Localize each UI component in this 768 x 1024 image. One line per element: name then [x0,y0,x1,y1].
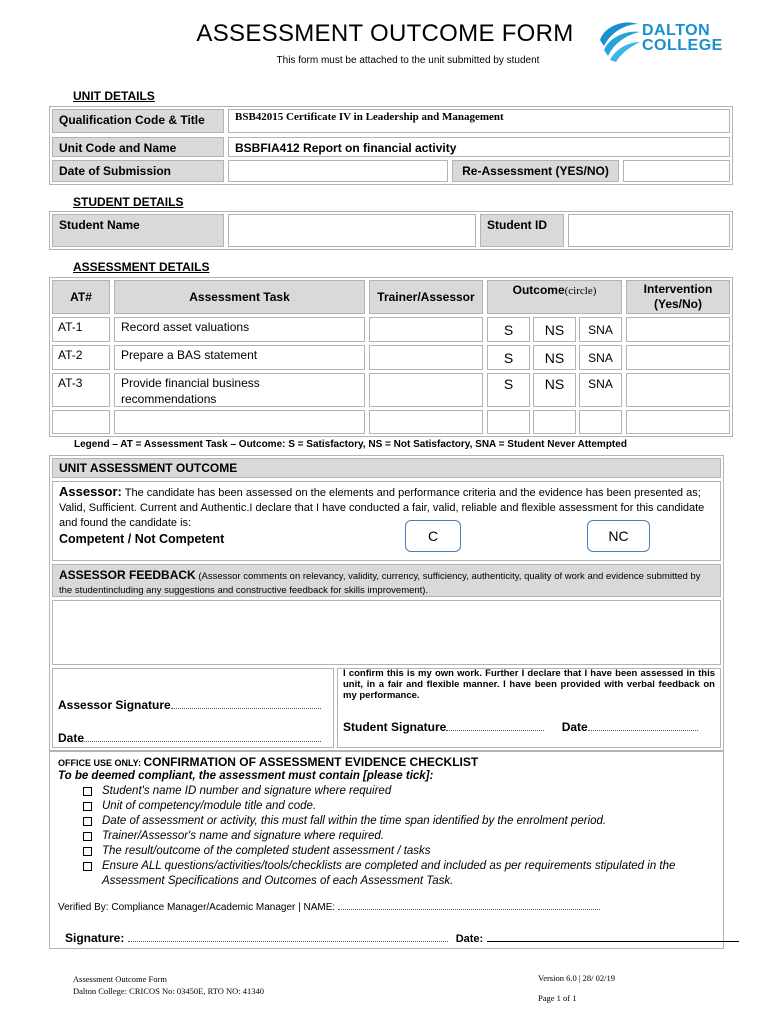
footer-form-name: Assessment Outcome Form [73,974,167,984]
trainer-cell[interactable] [369,410,483,434]
outcome-ns[interactable]: NS [533,373,576,407]
assessor-feedback-heading: ASSESSOR FEEDBACK [59,568,196,582]
outcome-sna[interactable]: SNA [579,373,622,407]
office-use-heading [58,753,478,771]
checklist-item-label: Trainer/Assessor's name and signature where required. [102,830,384,842]
office-use-prefix: OFFICE USE ONLY: [58,758,144,768]
checklist-item-label: Student's name ID number and signature where required [102,785,392,797]
student-id-field[interactable] [568,214,730,247]
outcome-sna[interactable]: SNA [579,345,622,370]
intervention-cell[interactable] [626,345,730,370]
office-signature [65,931,739,945]
office-date-line[interactable] [487,941,739,942]
checklist-item[interactable] [83,799,713,814]
student-name-field[interactable] [228,214,476,247]
assessor-signature-line[interactable] [171,708,321,709]
checkbox[interactable] [83,817,92,826]
intervention-cell[interactable] [626,317,730,342]
task-cell: Prepare a BAS statement [114,345,365,370]
task-cell[interactable] [114,410,365,434]
outcome-ns[interactable] [533,410,576,434]
checklist-item-label: Ensure ALL questions/activities/tools/checklists are completed and included as per requirements stipulated in the Assessment Specifications and Outcomes of each Assessment Task. [102,860,676,887]
legend: Legend – AT = Assessment Task – Outcome: S = Satisfactory, NS = Not Satisfactory, SNA = Student Never Attempted [74,439,627,450]
checklist-item-label: Unit of competency/module title and code. [102,800,317,812]
task-cell: Record asset valuations [114,317,365,342]
qualification-value: BSB42015 Certificate IV in Leadership and Management [228,109,730,133]
assessor-label: Assessor: [59,484,122,499]
assessor-date-line[interactable] [84,741,321,742]
student-declaration: I confirm this is my own work. Further I declare that I have been assessed in this unit, in a fair and flexible manner. I have been provided with verbal feedback on my performance. [343,668,715,701]
assessor-feedback-note: (Assessor comments on relevancy, validity, currency, sufficiency, authenticity, quality of work and evidence submitted by the studentincluding any suggestions and constructive feedback for skills improvement). [59,571,701,596]
assessor-text: The candidate has been assessed on the elements and performance criteria and the evidence has been presented as; Valid, Sufficient. Current and Authentic.I declare that I have conducted a fair, valid, reliable and flexible assessment for this candidate and found the candidate is: [59,487,705,529]
assessor-signature-text: Assessor Signature [58,698,171,712]
assessor-date-text: Date [58,731,85,745]
unit-assessment-outcome-heading: UNIT ASSESSMENT OUTCOME [52,458,721,478]
col-header-trainer: Trainer/Assessor [369,280,483,314]
student-name-label: Student Name [52,214,224,247]
checkbox[interactable] [83,862,92,871]
student-details-heading: STUDENT DETAILS [73,195,184,209]
assessor-feedback-header [52,564,721,597]
unit-code-label: Unit Code and Name [52,137,224,157]
outcome-s[interactable]: S [487,373,530,407]
checklist-intro: To be deemed compliant, the assessment must contain [please tick]: [58,770,434,782]
verified-by [58,902,600,913]
logo-line-1: DALTON [642,22,711,39]
assessment-details-heading: ASSESSMENT DETAILS [73,260,210,274]
outcome-ns[interactable]: NS [533,345,576,370]
checklist-item[interactable] [83,814,713,829]
intervention-cell[interactable] [626,410,730,434]
unit-code-value: BSBFIA412 Report on financial activity [228,137,730,157]
outcome-s[interactable]: S [487,317,530,342]
at-cell: AT-1 [52,317,110,342]
at-cell: AT-3 [52,373,110,407]
logo-line-2: COLLEGE [642,37,723,54]
outcome-sna[interactable]: SNA [579,317,622,342]
assessor-date-label [58,731,321,745]
checklist-item[interactable] [83,859,713,889]
checklist-item[interactable] [83,844,713,859]
date-submission-field[interactable] [228,160,448,182]
footer-version: Version 6.0 | 28/ 02/19 [538,973,616,983]
verified-name-line[interactable] [338,909,600,910]
college-logo [598,18,728,68]
competent-button[interactable]: C [405,520,461,552]
at-cell: AT-2 [52,345,110,370]
checklist-item[interactable] [83,829,713,844]
verified-by-text: Verified By: Compliance Manager/Academic Manager | NAME: [58,902,338,913]
assessor-feedback-field[interactable] [52,600,721,665]
office-signature-text: Signature: [65,931,125,945]
checkbox[interactable] [83,847,92,856]
assessor-signature-label [58,698,321,712]
footer-left [73,973,264,997]
trainer-cell[interactable] [369,345,483,370]
page-subtitle: This form must be attached to the unit submitted by student [276,55,540,66]
student-signature-label [343,720,698,734]
student-date-text: Date [561,720,588,734]
trainer-cell[interactable] [369,317,483,342]
unit-details-heading: UNIT DETAILS [73,89,155,103]
task-cell: Provide financial business recommendations [114,373,365,407]
outcome-header-label: Outcome [512,283,565,297]
checkbox[interactable] [83,787,92,796]
reassessment-field[interactable] [623,160,730,182]
col-header-intervention: Intervention (Yes/No) [626,280,730,314]
student-signature-line[interactable] [446,730,544,731]
checkbox[interactable] [83,802,92,811]
checklist [83,784,713,889]
office-use-title: CONFIRMATION OF ASSESSMENT EVIDENCE CHECKLIST [143,755,479,769]
checklist-item-label: The result/outcome of the completed student assessment / tasks [102,845,431,857]
outcome-s[interactable] [487,410,530,434]
outcome-header-note: (circle) [564,285,597,297]
logo-text [642,23,723,53]
outcome-ns[interactable]: NS [533,317,576,342]
col-header-at: AT# [52,280,110,314]
not-competent-button[interactable]: NC [587,520,650,552]
col-header-task: Assessment Task [114,280,365,314]
date-submission-label: Date of Submission [52,160,224,182]
outcome-s[interactable]: S [487,345,530,370]
trainer-cell[interactable] [369,373,483,407]
student-id-label: Student ID [480,214,564,247]
checkbox[interactable] [83,832,92,841]
office-date-text: Date: [455,933,484,945]
intervention-cell[interactable] [626,373,730,407]
logo-wave-icon [598,18,642,64]
footer-page: Page 1 of 1 [538,993,577,1003]
checklist-item-label: Date of assessment or activity, this must fall within the time span identified by the enrolment period. [102,815,607,827]
checklist-item[interactable] [83,784,713,799]
reassessment-label: Re-Assessment (YES/NO) [452,160,619,182]
outcome-sna[interactable] [579,410,622,434]
col-header-outcome [487,280,622,314]
footer-cricos: Dalton College: CRICOS No: 03450E, RTO NO: 41340 [73,986,265,996]
student-date-line[interactable] [588,730,698,731]
page-title: ASSESSMENT OUTCOME FORM [196,20,574,47]
competent-text: Competent / Not Competent [59,532,225,546]
student-signature-text: Student Signature [343,720,447,734]
office-signature-line[interactable] [128,941,448,942]
at-cell[interactable] [52,410,110,434]
qualification-label: Qualification Code & Title [52,109,224,133]
